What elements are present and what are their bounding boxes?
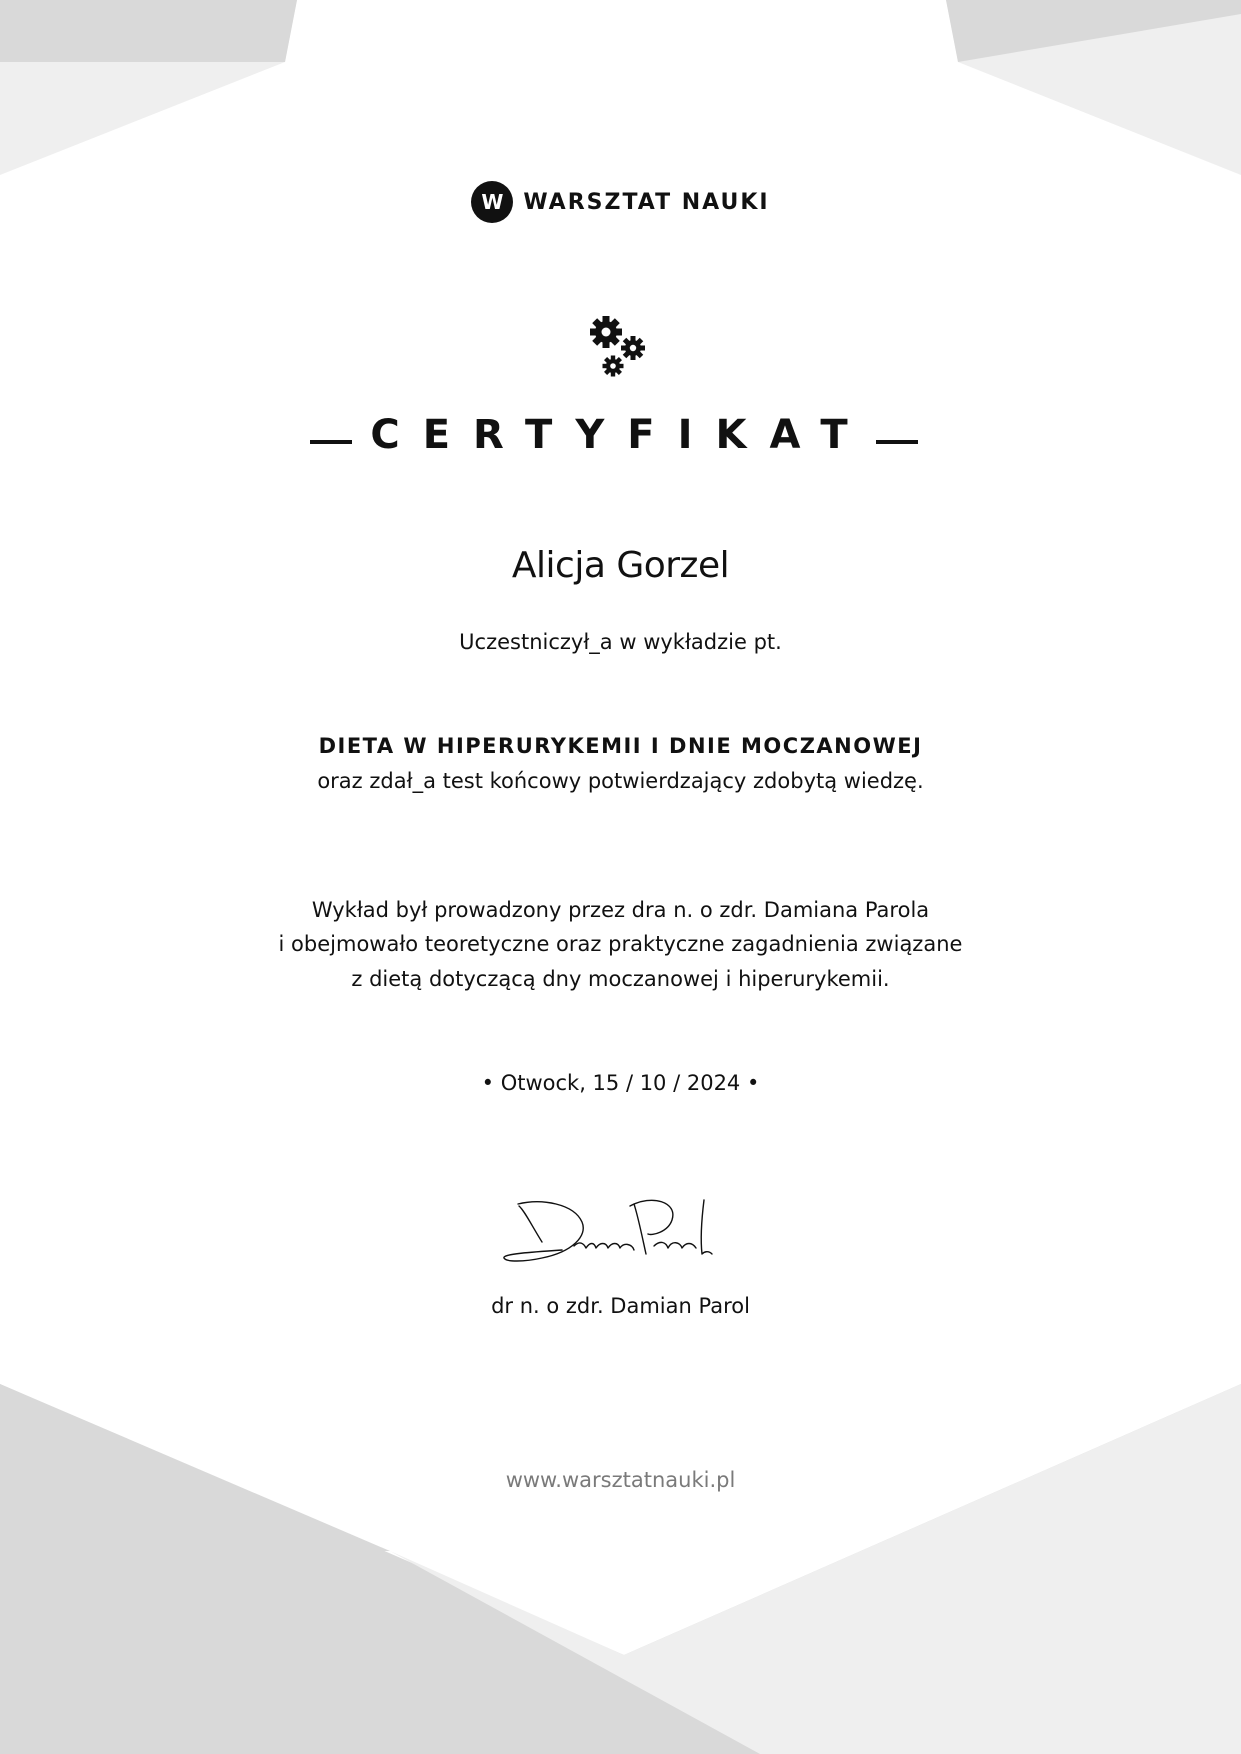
logo bbox=[0, 181, 1241, 223]
logo-text: WARSZTAT NAUKI bbox=[523, 189, 770, 215]
logo-badge: W bbox=[471, 181, 513, 223]
signature-image bbox=[502, 1196, 738, 1270]
participation-text: Uczestniczył_a w wykładzie pt. bbox=[459, 630, 782, 654]
test-text: oraz zdał_a test końcowy potwierdzający zdobytą wiedzę. bbox=[317, 769, 924, 793]
course-title: DIETA W HIPERURYKEMII I DNIE MOCZANOWEJ bbox=[318, 734, 923, 758]
recipient-name: Alicja Gorzel bbox=[511, 545, 730, 586]
certificate-title: CERTYFIKAT bbox=[370, 412, 871, 458]
website-url[interactable]: www.warsztatnauki.pl bbox=[505, 1468, 736, 1492]
place-date: • Otwock, 15 / 10 / 2024 • bbox=[481, 1071, 760, 1095]
description-line-2: i obejmowało teoretyczne oraz praktyczne zagadnienia związane bbox=[278, 932, 963, 956]
description-line-3: z dietą dotyczącą dny moczanowej i hiperurykemii. bbox=[351, 967, 890, 991]
signatory-name: dr n. o zdr. Damian Parol bbox=[491, 1294, 750, 1318]
title-dash-right bbox=[876, 440, 918, 444]
gears-icon bbox=[584, 310, 656, 382]
description-line-1: Wykład był prowadzony przez dra n. o zdr. Damiana Parola bbox=[311, 898, 930, 922]
